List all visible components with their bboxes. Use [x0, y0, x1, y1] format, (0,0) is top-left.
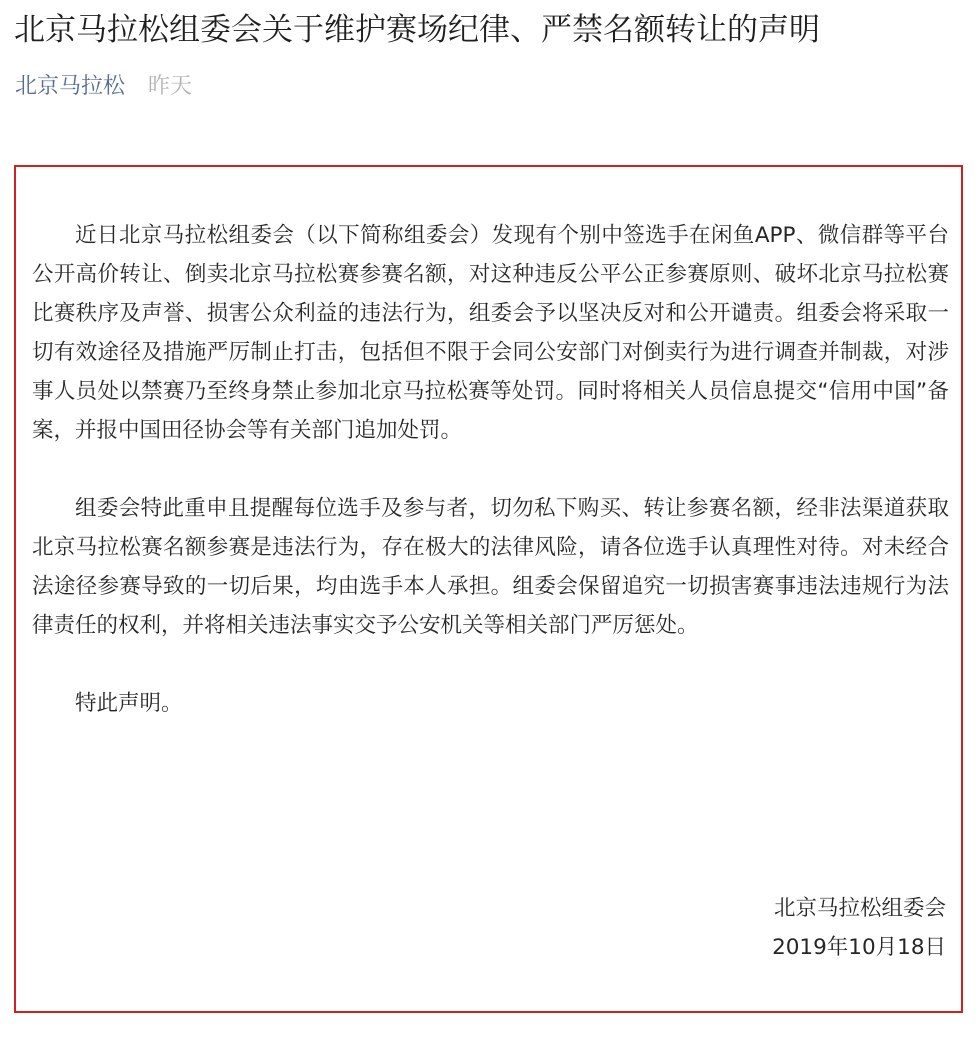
account-name-link[interactable]: 北京马拉松: [15, 74, 126, 99]
signature-organization: 北京马拉松组委会: [773, 896, 946, 921]
statement-paragraph-3: 特此声明。: [75, 691, 183, 716]
article-meta: [15, 70, 192, 104]
publish-time: 昨天: [148, 74, 193, 99]
statement-body: [32, 216, 949, 723]
article-title: 北京马拉松组委会关于维护赛场纪律、严禁名额转让的声明: [14, 12, 820, 48]
statement-image-frame: [14, 165, 963, 1013]
statement-signature: [772, 889, 946, 967]
statement-paragraph-1: 近日北京马拉松组委会（以下简称组委会）发现有个别中签选手在闲鱼APP、微信群等平台公开高价转让、倒卖北京马拉松赛参赛名额，对这种违反公平公正参赛原则、破坏北京马拉松赛比赛秩序及声誉、损害公众利益的违法行为，组委会予以坚决反对和公开谴责。组委会将采取一切有效途径及措施严厉制止打击，包括但不限于会同公安部门对倒卖行为进行调查并制裁，对涉事人员处以禁赛乃至终身禁止参加北京马拉松赛等处罚。同时将相关人员信息提交“信用中国”备案，并报中国田径协会等有关部门追加处罚。: [32, 223, 949, 443]
signature-date: 2019年10月18日: [772, 935, 946, 960]
statement-paragraph-2: 组委会特此重申且提醒每位选手及参与者，切勿私下购买、转让参赛名额，经非法渠道获取北京马拉松赛名额参赛是违法行为，存在极大的法律风险，请各位选手认真理性对待。对未经合法途径参赛导致的一切后果，均由选手本人承担。组委会保留追究一切损害赛事违法违规行为法律责任的权利，并将相关违法事实交予公安机关等相关部门严厉惩处。: [32, 496, 949, 638]
